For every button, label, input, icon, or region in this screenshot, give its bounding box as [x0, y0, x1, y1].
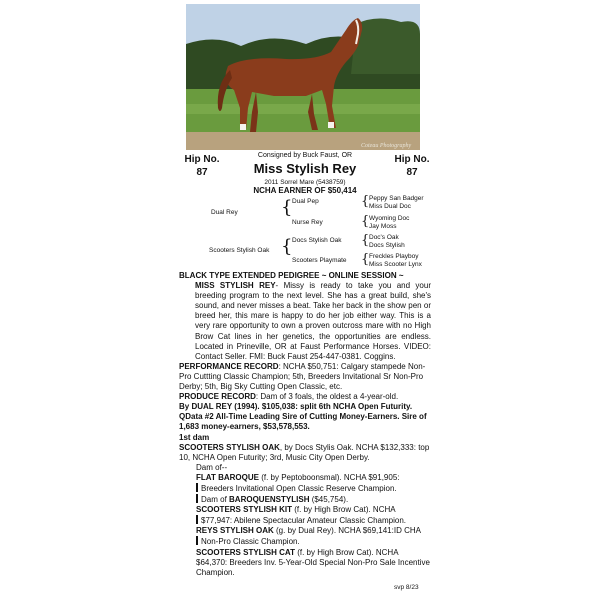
offspring-text: (f. by Peptoboonsmal). NCHA $91,905: [258, 472, 400, 482]
description [179, 281, 431, 362]
produce-name: BAROQUENSTYLISH [229, 495, 310, 505]
pedigree-ancestor: Doc's Oak [369, 234, 399, 241]
sire-name: Dual Rey [211, 209, 238, 216]
horse-name: Miss Stylish Rey [253, 161, 357, 176]
hip-value: 87 [406, 167, 418, 178]
performance-text: : NCHA $50,751: Calgary stampede Non-Pro Cuttting Classic Champion; 5th, Breeders Invitational Sr Non-Pro Derby; 5th, Big Sky Cutting Open Classic, etc. [179, 361, 426, 392]
hip-value: 87 [196, 167, 208, 178]
earnings-line: NCHA EARNER OF $50,414 [253, 186, 357, 195]
hip-number-right [392, 153, 432, 179]
offspring-2-detail [179, 515, 431, 526]
dam-dam: Scooters Playmate [292, 257, 347, 264]
offspring-detail: ($45,754). [309, 495, 349, 505]
brace: { [361, 214, 370, 229]
offspring-detail: $77,947: Abilene Spectacular Amateur Classic Champion. [201, 516, 407, 526]
hip-label: Hip No. [394, 154, 430, 165]
pedigree-ancestor: Docs Stylish [369, 242, 405, 249]
offspring-name: FLAT BAROQUE [196, 472, 259, 482]
offspring-1-detail [179, 483, 431, 494]
offspring-3 [179, 526, 431, 536]
divider-bar [196, 494, 198, 503]
divider-bar [196, 483, 198, 492]
pedigree-ancestor: Freckles Playboy [369, 253, 419, 260]
offspring-name: REYS STYLISH OAK [196, 526, 274, 536]
offspring-4 [179, 548, 431, 578]
produce-label: PRODUCE RECORD [179, 392, 256, 402]
brace: { [361, 233, 370, 248]
produce-record [179, 392, 431, 402]
brace: { [281, 236, 293, 257]
offspring-detail: Non-Pro Classic Champion. [201, 537, 300, 547]
brace: { [281, 197, 293, 218]
section-heading: BLACK TYPE EXTENDED PEDIGREE ~ ONLINE SESSION ~ [179, 271, 404, 280]
dam-summary-text: , by Docs Stylis Oak. NCHA $132,333: top 10, NCHA Open Futurity; 3rd, Music City Open Derby. [179, 442, 430, 462]
hip-label: Hip No. [184, 154, 220, 165]
horse-photo [186, 4, 420, 150]
pedigree-ancestor: Jay Moss [369, 223, 397, 230]
first-dam-label: 1st dam [179, 432, 210, 442]
dam-of-label: Dam of-- [196, 462, 228, 472]
offspring-1-detail [179, 494, 431, 505]
sire-summary: By DUAL REY (1994). $105,038: split 6th NCHA Open Futurity. QData #2 All-Time Leading Sire of Cutting Money-Earners. Sire of 1,683 money-earners, $53,578,553. [179, 402, 427, 432]
offspring-text: (f. by High Brow Cat). NCHA $64,370: Breeders Inv. 5-Year-Old Special Non-Pro Sale Incentive Champion. [196, 547, 430, 577]
catalog-text [179, 271, 431, 578]
dam-name: Scooters Stylish Oak [209, 247, 270, 254]
produce-text: : Dam of 3 foals, the oldest a 4-year-old. [255, 392, 399, 402]
offspring-detail: Breeders Invitational Open Classic Reserve Champion. [201, 483, 397, 493]
offspring-text: (f. by High Brow Cat). NCHA [292, 505, 396, 515]
offspring-name: SCOOTERS STYLISH KIT [196, 505, 293, 515]
offspring-1 [179, 473, 431, 483]
photo-watermark: Coteau Photography [361, 143, 412, 149]
pedigree-ancestor: Miss Dual Doc [369, 203, 411, 210]
offspring-name: SCOOTERS STYLISH CAT [196, 547, 295, 557]
offspring-3-detail [179, 536, 431, 547]
brace: { [361, 194, 370, 209]
description-horse-name: MISS STYLISH REY [195, 281, 276, 291]
pedigree-ancestor: Wyoming Doc [369, 215, 410, 222]
brace: { [361, 252, 370, 267]
foaled-info: 2011 Sorrel Mare (5438759) [264, 179, 346, 186]
performance-label: PERFORMANCE RECORD [179, 361, 279, 371]
dam-summary [179, 443, 431, 463]
pedigree-ancestor: Miss Scooter Lynx [369, 261, 422, 268]
sire-dam: Nurse Rey [292, 219, 323, 226]
pedigree-ancestor: Peppy San Badger [369, 195, 424, 202]
offspring-2 [179, 505, 431, 515]
editor-signature: svp 8/23 [394, 584, 419, 591]
offspring-detail: Dam of [201, 495, 230, 505]
description-text: - Missy is ready to take you and your breeding program to the next level. She has a great build, she's sound, and never misses a beat. Take her back in the show pen or breed her, this mare is happy to do her job either way. This is a very rare opportunity to own a proven outcross mare with no High Brow Cat lines in her genetics, the opportunities are endless. Located in Prineville, OR at Faust Performance Horses. VIDEO: Contact Seller. FMI: Buck Faust 254-447-0381. Coggins. [195, 281, 431, 361]
dam-sire: Docs Stylish Oak [292, 237, 342, 244]
performance-record [179, 362, 431, 392]
offspring-text: (g. by Dual Rey). NCHA $69,141:ID CHA [273, 526, 421, 536]
dam-summary-name: SCOOTERS STYLISH OAK [179, 442, 280, 452]
divider-bar [196, 536, 198, 545]
sire-sire: Dual Pep [292, 198, 319, 205]
consignor: Consigned by Buck Faust, OR [257, 152, 353, 159]
divider-bar [196, 515, 198, 524]
hip-number-left [182, 153, 222, 179]
